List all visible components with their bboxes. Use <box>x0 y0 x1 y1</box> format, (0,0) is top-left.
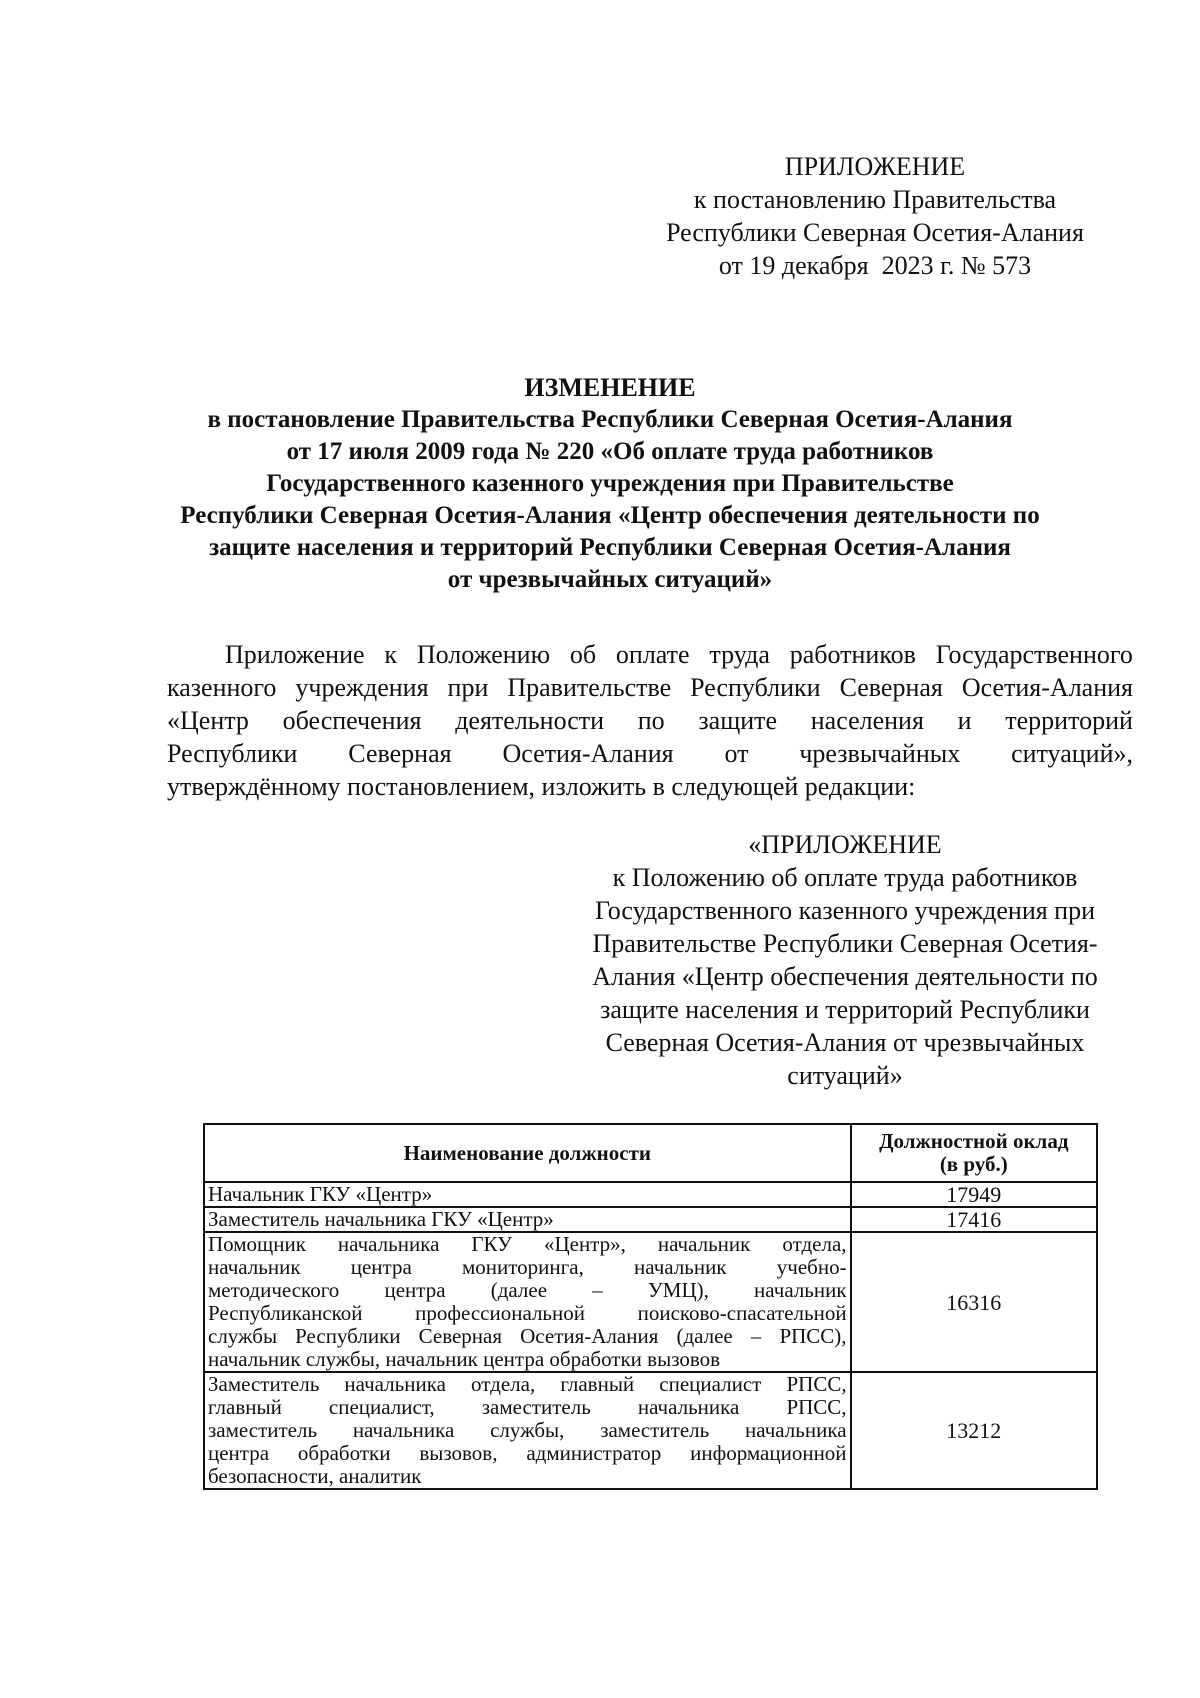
position-line <box>208 1233 847 1256</box>
quote-line: ситуаций» <box>787 1061 903 1090</box>
word: центра <box>350 1255 412 1279</box>
paragraph-line: утверждённому постановлением, изложить в следующей редакции: <box>167 772 916 801</box>
word: заместитель <box>208 1418 318 1442</box>
word: центра <box>384 1278 446 1302</box>
word: службы, <box>490 1418 565 1442</box>
quote-line: Северная Осетия-Алания от чрезвычайных <box>605 1028 1085 1057</box>
word: учреждения <box>295 673 429 702</box>
word: (далее <box>676 1324 733 1348</box>
word: Государственного <box>935 640 1133 669</box>
title-main: ИЗМЕНЕНИЕ <box>524 373 696 402</box>
word: «Центр <box>167 706 249 735</box>
position-line: Заместитель начальника ГКУ «Центр» <box>208 1207 554 1231</box>
salary-table <box>203 1123 1098 1490</box>
position-line: начальник службы, начальник центра обработки вызовов <box>208 1347 721 1371</box>
word: ситуаций», <box>1011 739 1133 768</box>
word: учебно- <box>776 1255 847 1279</box>
word: Правительстве <box>507 673 672 702</box>
word: УМЦ), <box>647 1278 709 1302</box>
word: Помощник <box>208 1232 306 1256</box>
word: главный <box>560 1372 635 1396</box>
word: «Центр», <box>543 1232 626 1256</box>
word: Республики <box>690 673 821 702</box>
salary-cell: 17949 <box>851 1182 1097 1207</box>
word: казенного <box>167 673 277 702</box>
position-cell <box>204 1207 851 1232</box>
word: Положению <box>416 640 551 669</box>
salary-cell: 17416 <box>851 1207 1097 1232</box>
quote-line: Алания «Центр обеспечения деятельности по <box>592 962 1098 991</box>
word: мониторинга, <box>462 1255 584 1279</box>
header-position-name: Наименование должности <box>204 1124 851 1182</box>
word: начальника <box>344 1372 446 1396</box>
word: Осетия-Алания <box>520 1324 659 1348</box>
word: отдела, <box>782 1232 847 1256</box>
word: Северная <box>348 739 452 768</box>
word: обеспечения <box>282 706 422 735</box>
word: РПСС), <box>779 1324 847 1348</box>
table-row <box>204 1182 1097 1207</box>
word: поисково-спасательной <box>637 1301 847 1325</box>
word: методического <box>208 1278 340 1302</box>
position-line <box>208 1256 847 1279</box>
word: труда <box>709 640 770 669</box>
position-line <box>208 1302 847 1325</box>
word: начальника <box>637 1395 740 1419</box>
word: информационной <box>690 1441 847 1465</box>
word: защите <box>698 706 778 735</box>
word: начальник <box>657 1232 751 1256</box>
word: и <box>957 706 972 735</box>
word: ГКУ <box>471 1232 512 1256</box>
position-line <box>208 1442 847 1465</box>
word: начальника <box>352 1418 455 1442</box>
word: специалист, <box>328 1395 435 1419</box>
position-cell <box>204 1182 851 1207</box>
position-cell <box>204 1232 851 1372</box>
word: заместитель <box>600 1418 710 1442</box>
word: оплате <box>615 640 690 669</box>
word: Северная <box>839 673 943 702</box>
title-line: Государственного казенного учреждения при Правительстве <box>266 470 954 497</box>
word: вызовов, <box>419 1441 498 1465</box>
quoted-annex-header <box>570 828 1120 1092</box>
word: Заместитель <box>208 1372 320 1396</box>
position-line <box>208 1396 847 1419</box>
word: от <box>724 739 749 768</box>
annex-header <box>640 150 1110 282</box>
word: начальник <box>754 1278 847 1302</box>
body-paragraph <box>167 638 1133 803</box>
word: профессиональной <box>415 1301 585 1325</box>
table-body <box>204 1182 1097 1489</box>
position-line <box>208 1325 847 1348</box>
salary-cell: 13212 <box>851 1372 1097 1489</box>
word: РПСС, <box>786 1395 847 1419</box>
word: службы <box>208 1324 278 1348</box>
word: об <box>569 640 597 669</box>
word: РПСС, <box>786 1372 847 1396</box>
header-salary-line: Должностной оклад <box>879 1129 1069 1153</box>
position-line: безопасности, аналитик <box>208 1464 422 1488</box>
quote-line: Правительстве Республики Северная Осетия- <box>592 929 1098 958</box>
word: Приложение <box>225 640 365 669</box>
annex-line: Республики Северная Осетия-Алания <box>666 218 1084 247</box>
salary-cell: 16316 <box>851 1232 1097 1372</box>
table-header-row <box>204 1124 1097 1182</box>
quote-line: защите населения и территорий Республики <box>600 995 1090 1024</box>
word: администратор <box>526 1441 662 1465</box>
title-line: защите населения и территорий Республики Северная Осетия-Алания <box>209 534 1011 561</box>
position-line <box>208 1373 847 1396</box>
word: – <box>592 1278 603 1302</box>
word: обработки <box>297 1441 391 1465</box>
paragraph-line <box>167 671 1133 704</box>
position-line <box>208 1279 847 1302</box>
annex-line: к постановлению Правительства <box>693 185 1057 214</box>
word: Республиканской <box>208 1301 363 1325</box>
table-row <box>204 1232 1097 1372</box>
word: главный <box>208 1395 282 1419</box>
title-line: от чрезвычайных ситуаций» <box>447 566 773 593</box>
position-line: Начальник ГКУ «Центр» <box>208 1182 433 1206</box>
quote-line: к Положению об оплате труда работников <box>612 863 1078 892</box>
word: деятельности <box>455 706 605 735</box>
word: территорий <box>1005 706 1133 735</box>
title-line: от 17 июля 2009 года № 220 «Об оплате труда работников <box>286 438 934 465</box>
word: отдела, <box>471 1372 536 1396</box>
paragraph-line <box>167 737 1133 770</box>
header-salary <box>851 1124 1097 1182</box>
word: заместитель <box>481 1395 591 1419</box>
table-row <box>204 1372 1097 1489</box>
word: Республики <box>295 1324 401 1348</box>
word: Северная <box>418 1324 503 1348</box>
table-row <box>204 1207 1097 1232</box>
word: (далее <box>490 1278 548 1302</box>
word: начальника <box>745 1418 847 1442</box>
word: начальник <box>208 1255 301 1279</box>
word: по <box>637 706 665 735</box>
document-title <box>150 372 1070 596</box>
word: центра <box>208 1441 270 1465</box>
position-cell <box>204 1372 851 1489</box>
title-line: Республики Северная Осетия-Алания «Центр обеспечения деятельности по <box>180 502 1040 529</box>
word: Республики <box>167 739 298 768</box>
title-line: в постановление Правительства Республики Северная Осетия-Алания <box>207 406 1013 433</box>
word: Осетия-Алания <box>502 739 674 768</box>
paragraph-line <box>167 704 1133 737</box>
word: при <box>447 673 489 702</box>
annex-title: ПРИЛОЖЕНИЕ <box>784 152 966 181</box>
paragraph-line <box>167 638 1133 671</box>
word: работников <box>789 640 916 669</box>
position-line <box>208 1419 847 1442</box>
word: начальника <box>337 1232 440 1256</box>
word: чрезвычайных <box>799 739 961 768</box>
word: населения <box>810 706 924 735</box>
word: начальник <box>634 1255 727 1279</box>
header-salary-unit: (в руб.) <box>939 1152 1008 1176</box>
quote-line: «ПРИЛОЖЕНИЕ <box>748 830 942 859</box>
quote-line: Государственного казенного учреждения при <box>594 896 1096 925</box>
word: специалист <box>659 1372 762 1396</box>
word: к <box>384 640 398 669</box>
annex-date-number: от 19 декабря 2023 г. № 573 <box>718 251 1032 280</box>
word: Осетия-Алания <box>961 673 1133 702</box>
word: – <box>750 1324 762 1348</box>
